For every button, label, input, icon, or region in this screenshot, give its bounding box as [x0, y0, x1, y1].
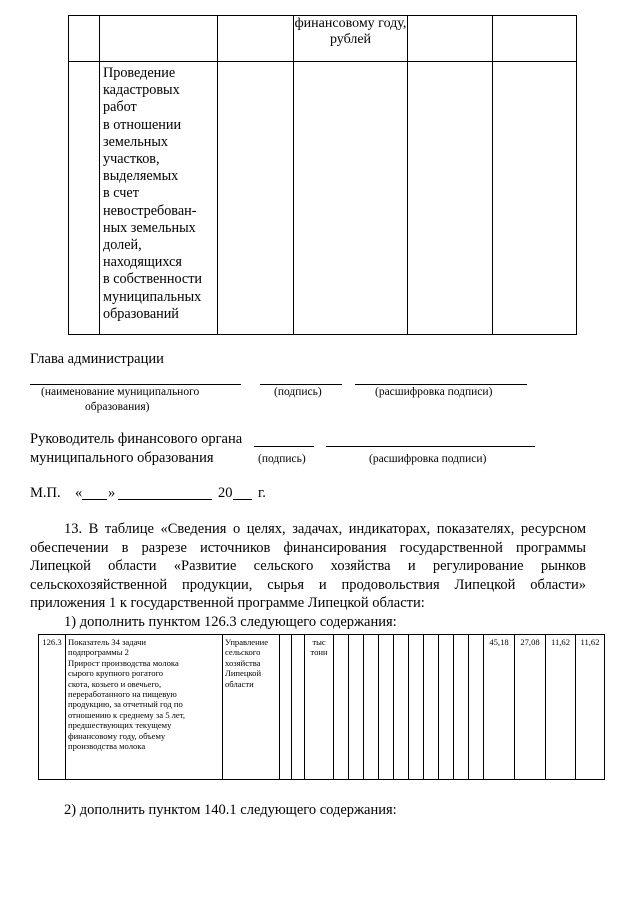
value-cell: 11,62: [576, 635, 605, 780]
funding-table-fragment: [68, 15, 577, 335]
fin-head-title: Руководитель финансового органа: [30, 431, 243, 447]
caption-decode: (расшифровка подписи): [369, 453, 487, 465]
column-header-finance-year: финансовому году, рублей: [294, 16, 408, 62]
item-2: 2) дополнить пунктом 140.1 следующего содержания:: [64, 802, 397, 818]
date-year-line: [233, 499, 252, 500]
executor: Управление сельского хозяйства Липецкой области: [223, 635, 280, 780]
signature-line-name: [30, 384, 241, 385]
fin-head-title-2: муниципального образования: [30, 450, 214, 466]
indicator-description: Показатель 34 задачи подпрограммы 2 Прирост производства молока сырого крупного рогатого скота, козьего и овечьего, переработанного на пищевую продукцию, за отчетный год по отношению к среднему за 5 лет, предшествующих текущему финансовому году, объему производства молока: [66, 635, 223, 780]
item-1: 1) дополнить пунктом 126.3 следующего содержания:: [64, 613, 397, 630]
head-admin-title: Глава администрации: [30, 351, 164, 367]
caption-decode: (расшифровка подписи): [375, 386, 493, 398]
signature-line-decode: [326, 446, 535, 447]
indicator-table-row: [38, 634, 605, 780]
paragraph-13: 13. В таблице «Сведения о целях, задачах, индикаторах, показателях, ресурсном обеспечении в разрезе источников финансирования государственной программы Липецкой области «Развитие сельского хозяйства и регулирование рынков сельскохозяйственной продукции, сырья и продовольствия Липецкой области» приложения 1 к государственной программе Липецкой области: 1) дополнить пунктом 126.3 следующего содержания:: [30, 521, 586, 630]
caption-name-2: образования): [85, 401, 150, 413]
value-cell: 11,62: [546, 635, 576, 780]
value-cell: 27,08: [515, 635, 546, 780]
unit: тыс тонн: [305, 635, 334, 780]
signature-line-sign: [260, 384, 342, 385]
caption-signature: (подпись): [258, 453, 306, 465]
caption-signature: (подпись): [274, 386, 322, 398]
row-number: 126.3: [39, 635, 66, 780]
row-label-cadastral-works: Проведение кадастровых работ в отношении земельных участков, выделяемых в счет невостребован- ных земельных долей, находящихся в собственности муниципальных образований: [100, 62, 218, 335]
year-prefix: 20: [218, 485, 233, 501]
signature-line-decode: [355, 384, 527, 385]
signature-line-sign: [254, 446, 314, 447]
date-open-quote: «: [75, 485, 83, 501]
date-month-line: [118, 499, 212, 500]
year-suffix: г.: [258, 485, 266, 501]
value-cell: 45,18: [484, 635, 515, 780]
date-close-quote: »: [108, 485, 116, 501]
stamp-mp: М.П.: [30, 485, 61, 501]
date-day-line: [82, 499, 107, 500]
caption-name: (наименование муниципального: [41, 386, 200, 398]
